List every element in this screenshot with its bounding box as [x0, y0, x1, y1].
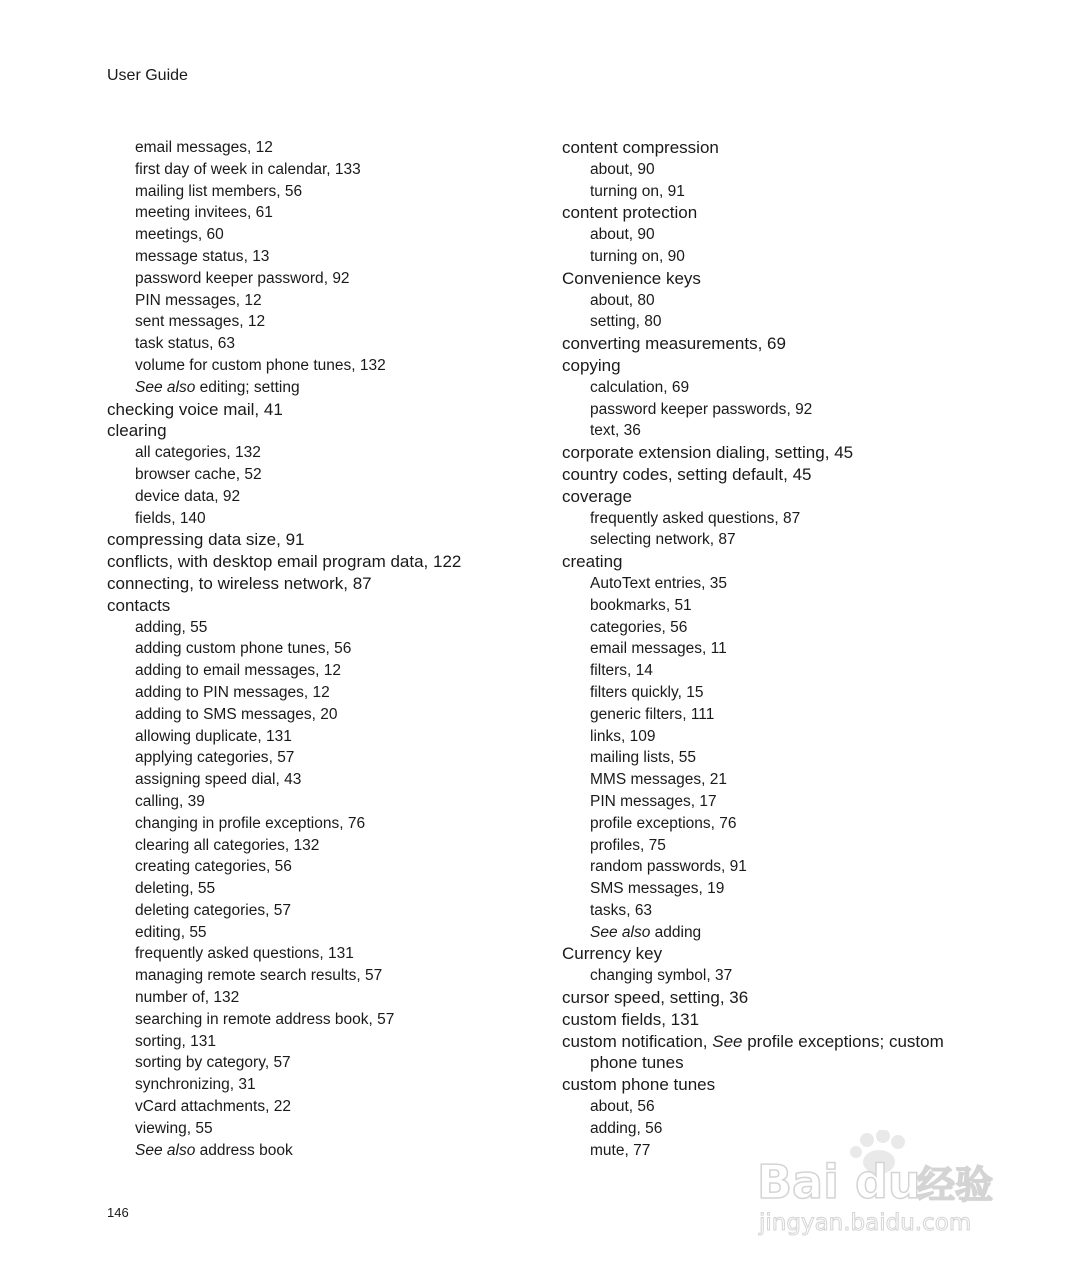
- index-subentry: [107, 137, 547, 159]
- index-subentry: [562, 835, 982, 857]
- page-ref: , 12: [236, 292, 262, 309]
- page-ref: , 133: [326, 161, 361, 178]
- index-subentry: [107, 224, 547, 246]
- index-term: selecting network: [590, 531, 710, 549]
- index-subentry: [107, 1140, 547, 1162]
- index-term: custom phone tunes: [562, 1075, 716, 1095]
- page-ref: , 51: [666, 597, 692, 614]
- index-term: custom fields: [562, 1009, 662, 1029]
- index-subentry: [107, 660, 547, 682]
- index-term: contacts: [107, 595, 171, 615]
- index-term: content compression: [562, 138, 719, 157]
- page-ref: , 56: [276, 183, 302, 200]
- index-term: corporate extension dialing, setting: [562, 443, 825, 463]
- index-entry: [562, 268, 982, 290]
- index-term: setting: [590, 313, 636, 331]
- index-entry: [562, 551, 982, 573]
- page-ref: , 76: [711, 815, 737, 832]
- page-ref: , 109: [621, 728, 656, 745]
- index-subentry: [562, 508, 982, 530]
- page-ref: , 57: [356, 967, 382, 984]
- page-ref: , 17: [691, 793, 717, 810]
- page-ref: , 132: [285, 837, 320, 854]
- index-subentry: [107, 159, 547, 181]
- see-label: See: [712, 1031, 743, 1051]
- page-ref: , 92: [324, 270, 350, 287]
- index-subentry: [107, 202, 547, 224]
- index-term: viewing: [135, 1119, 187, 1137]
- index-subentry: [107, 747, 547, 769]
- page-ref: , 55: [189, 880, 215, 897]
- index-term: about: [590, 226, 629, 244]
- index-subentry: [107, 965, 547, 987]
- see-target: profile exceptions; custom: [742, 1031, 944, 1051]
- index-subentry: [107, 355, 547, 377]
- see-also-label: See also: [590, 923, 651, 941]
- page-ref: , 92: [786, 401, 812, 418]
- index-subentry: [562, 311, 982, 333]
- index-subentry: [562, 617, 982, 639]
- index-subentry: [107, 1096, 547, 1118]
- index-term: about: [590, 1098, 629, 1116]
- index-subentry: [107, 246, 547, 268]
- index-term: turning on: [590, 247, 659, 265]
- watermark-brand-cn: 经验: [917, 1163, 994, 1207]
- page-ref: , 56: [629, 1098, 655, 1115]
- page-ref: , 92: [214, 488, 240, 505]
- index-entry: [107, 420, 547, 442]
- index-subentry: [562, 1096, 982, 1118]
- index-term: coverage: [562, 486, 632, 506]
- index-term: Currency key: [562, 944, 663, 964]
- index-subentry: [107, 769, 547, 791]
- page-ref: , 39: [179, 793, 205, 810]
- index-term: clearing all categories: [135, 836, 285, 854]
- index-term: creating: [562, 552, 623, 572]
- index-entry: [562, 1009, 982, 1031]
- index-column-right: [562, 137, 982, 1161]
- index-subentry: [107, 682, 547, 704]
- index-term: Convenience keys: [562, 268, 701, 288]
- index-subentry: [562, 856, 982, 878]
- index-term: cursor speed, setting: [562, 988, 720, 1008]
- page-ref: , 80: [636, 313, 662, 330]
- index-term: browser cache: [135, 465, 236, 483]
- page-ref: , 14: [627, 662, 653, 679]
- page-ref: , 131: [257, 728, 292, 745]
- page-ref: , 91: [721, 858, 747, 875]
- index-subentry: [107, 181, 547, 203]
- page-ref: , 20: [312, 706, 338, 723]
- index-entry: [562, 1052, 982, 1074]
- index-term: mailing list members: [135, 182, 277, 200]
- index-term: searching in remote address book: [135, 1010, 369, 1028]
- index-term: password keeper passwords: [590, 400, 787, 418]
- page-ref: , 122: [424, 552, 462, 571]
- page-ref: , 63: [626, 902, 652, 919]
- index-subentry: [562, 595, 982, 617]
- page-ref: , 87: [343, 574, 371, 593]
- index-term: editing; setting: [195, 378, 300, 396]
- index-term: vCard attachments: [135, 1098, 266, 1116]
- index-term: calling: [135, 792, 179, 810]
- index-subentry: [562, 922, 982, 944]
- index-subentry: [107, 333, 547, 355]
- page-ref: , 91: [276, 530, 304, 549]
- watermark-brand-left: Bai: [757, 1155, 839, 1209]
- index-entry: [562, 202, 982, 224]
- page-ref: , 43: [275, 771, 301, 788]
- index-subentry: [107, 878, 547, 900]
- index-term: calculation: [590, 378, 664, 396]
- index-entry: [107, 529, 547, 551]
- index-entry: [107, 573, 547, 595]
- page-ref: , 45: [783, 465, 811, 484]
- index-term: deleting: [135, 880, 190, 898]
- index-term: PIN messages: [590, 792, 691, 810]
- page-ref: , 56: [266, 858, 292, 875]
- index-term: SMS messages: [590, 880, 699, 898]
- index-term: random passwords: [590, 858, 721, 876]
- page-ref: , 76: [339, 815, 365, 832]
- index-term: mute: [590, 1141, 625, 1159]
- page-ref: , 56: [662, 619, 688, 636]
- index-term: adding: [135, 618, 182, 636]
- page-ref: , 111: [682, 706, 714, 723]
- page-ref: , 90: [629, 161, 655, 178]
- page-ref: , 60: [198, 226, 224, 243]
- index-term: clearing: [107, 421, 167, 441]
- index-subentry: [107, 508, 547, 530]
- page-ref: , 55: [670, 749, 696, 766]
- page-ref: , 131: [182, 1033, 217, 1050]
- page-ref: , 57: [369, 1011, 395, 1028]
- index-subentry: [107, 1074, 547, 1096]
- index-entry: [107, 595, 547, 617]
- index-term: frequently asked questions: [590, 509, 775, 527]
- index-subentry: [107, 835, 547, 857]
- page-ref: , 57: [265, 1054, 291, 1071]
- page-ref: , 55: [182, 619, 208, 636]
- page-ref: , 90: [629, 226, 655, 243]
- page-ref: , 61: [247, 204, 273, 221]
- index-term: volume for custom phone tunes: [135, 356, 352, 374]
- index-term: changing in profile exceptions: [135, 814, 340, 832]
- index-entry: [562, 464, 982, 486]
- page-ref: , 131: [319, 945, 354, 962]
- index-subentry: [107, 900, 547, 922]
- index-subentry: [562, 704, 982, 726]
- index-entry: [107, 399, 547, 421]
- index-term: password keeper password: [135, 269, 324, 287]
- page-ref: , 31: [230, 1076, 256, 1093]
- index-term: address book: [195, 1141, 293, 1159]
- index-term: about: [590, 291, 629, 309]
- index-term: message status: [135, 247, 244, 265]
- index-subentry: [562, 224, 982, 246]
- page-ref: , 55: [181, 924, 207, 941]
- index-subentry: [107, 638, 547, 660]
- index-term: adding: [590, 1119, 637, 1137]
- index-term: email messages: [135, 139, 247, 156]
- index-term: all categories: [135, 444, 227, 462]
- index-term: meeting invitees: [135, 204, 248, 222]
- index-entry: [562, 442, 982, 464]
- index-term: text: [590, 422, 615, 440]
- index-term: assigning speed dial: [135, 771, 276, 789]
- page-ref: , 63: [209, 335, 235, 352]
- index-subentry: [107, 486, 547, 508]
- index-term: sent messages: [135, 313, 240, 331]
- index-term: task status: [135, 335, 210, 353]
- page-ref: , 22: [265, 1098, 291, 1115]
- index-subentry: [107, 987, 547, 1009]
- index-subentry: [107, 377, 547, 399]
- index-term: copying: [562, 355, 621, 375]
- index-term: fields: [135, 509, 172, 527]
- index-subentry: [562, 290, 982, 312]
- index-subentry: [107, 1052, 547, 1074]
- see-also-label: See also: [135, 378, 196, 396]
- page-ref: , 90: [659, 248, 685, 265]
- index-term: allowing duplicate: [135, 727, 258, 745]
- index-subentry: [107, 290, 547, 312]
- page-ref: , 91: [659, 183, 685, 200]
- page-ref: , 21: [701, 771, 727, 788]
- index-subentry: [562, 246, 982, 268]
- index-subentry: [107, 704, 547, 726]
- index-term: about: [590, 160, 629, 178]
- index-entry: [562, 333, 982, 355]
- index-term: sorting by category: [135, 1054, 265, 1072]
- page-ref: , 12: [315, 662, 341, 679]
- page-ref: , 140: [171, 510, 206, 527]
- page-ref: , 12: [247, 139, 273, 156]
- index-subentry: [562, 747, 982, 769]
- page-ref: , 69: [758, 334, 786, 353]
- index-entry: [562, 943, 982, 965]
- page-ref: , 41: [254, 400, 282, 419]
- watermark-brand-right: du: [855, 1155, 921, 1209]
- page-ref: , 56: [637, 1120, 663, 1137]
- index-entry: [562, 1074, 982, 1096]
- index-term: frequently asked questions: [135, 945, 320, 963]
- index-subentry: [562, 420, 982, 442]
- index-term: AutoText entries: [590, 574, 702, 592]
- index-subentry: [562, 813, 982, 835]
- index-term: compressing data size: [107, 530, 277, 550]
- index-entry: [107, 551, 547, 573]
- page-ref: , 87: [774, 510, 800, 527]
- index-term: bookmarks: [590, 596, 666, 614]
- index-term: turning on: [590, 182, 659, 200]
- index-entry: [562, 486, 982, 508]
- index-subentry: [562, 791, 982, 813]
- index-term: content protection: [562, 203, 698, 223]
- index-subentry: [107, 856, 547, 878]
- page-ref: , 37: [706, 967, 732, 984]
- index-term: PIN messages: [135, 291, 236, 309]
- index-term: applying categories: [135, 749, 269, 767]
- index-subentry: [562, 965, 982, 987]
- index-subentry: [562, 660, 982, 682]
- index-term: checking voice mail: [107, 399, 255, 419]
- page-ref: , 77: [624, 1142, 650, 1159]
- index-subentry: [562, 726, 982, 748]
- page-ref: , 13: [244, 248, 270, 265]
- watermark-url: jingyan.baidu.com: [759, 1210, 972, 1236]
- index-subentry: [107, 464, 547, 486]
- index-subentry: [107, 1118, 547, 1140]
- index-term: filters: [590, 662, 628, 680]
- index-entry: [562, 137, 982, 159]
- index-term: converting measurements: [562, 334, 758, 354]
- index-subentry: [107, 943, 547, 965]
- page-ref: , 15: [678, 684, 704, 701]
- page-ref: , 69: [663, 379, 689, 396]
- index-term: email messages: [590, 640, 702, 658]
- index-term: managing remote search results: [135, 967, 357, 985]
- index-subentry: [107, 922, 547, 944]
- page-ref: , 75: [640, 837, 666, 854]
- index-entry: [562, 1031, 982, 1053]
- page-ref: , 132: [351, 357, 386, 374]
- index-entry: [562, 355, 982, 377]
- running-head: User Guide: [107, 67, 188, 84]
- index-term: categories: [590, 618, 662, 636]
- index-subentry: [107, 268, 547, 290]
- page-ref: , 57: [265, 902, 291, 919]
- index-subentry: [107, 617, 547, 639]
- page-number: 146: [107, 1205, 129, 1220]
- page-ref: , 55: [187, 1120, 213, 1137]
- index-subentry: [562, 878, 982, 900]
- page-ref: , 12: [239, 313, 265, 330]
- index-term: phone tunes: [590, 1053, 684, 1073]
- index-subentry: [562, 159, 982, 181]
- index-term: mailing lists: [590, 749, 671, 767]
- index-term: first day of week in calendar: [135, 160, 327, 178]
- index-subentry: [562, 529, 982, 551]
- index-term: sorting: [135, 1032, 182, 1050]
- page-ref: , 36: [615, 422, 641, 439]
- page-ref: , 19: [699, 880, 725, 897]
- page-ref: , 35: [701, 575, 727, 592]
- index-subentry: [107, 791, 547, 813]
- index-term: country codes, setting default: [562, 464, 784, 484]
- see-also-label: See also: [135, 1141, 196, 1159]
- index-subentry: [562, 682, 982, 704]
- page-ref: , 132: [205, 989, 240, 1006]
- index-term: editing: [135, 923, 181, 941]
- index-subentry: [107, 813, 547, 835]
- index-term: filters quickly: [590, 683, 678, 701]
- index-subentry: [107, 311, 547, 333]
- index-term: number of: [135, 989, 205, 1007]
- index-subentry: [562, 769, 982, 791]
- index-subentry: [562, 900, 982, 922]
- index-subentry: [562, 181, 982, 203]
- index-term: adding custom phone tunes: [135, 640, 326, 658]
- index-subentry: [107, 1009, 547, 1031]
- page-ref: , 12: [304, 684, 330, 701]
- index-term: links: [590, 727, 622, 745]
- page-ref: , 57: [269, 749, 295, 766]
- index-subentry: [562, 377, 982, 399]
- index-term: generic filters: [590, 705, 683, 723]
- index-term: deleting categories: [135, 901, 266, 919]
- index-term: profile exceptions: [590, 814, 711, 832]
- page-ref: , 131: [661, 1010, 699, 1029]
- index-term: adding to SMS messages: [135, 705, 312, 723]
- index-term: connecting, to wireless network: [107, 573, 344, 593]
- index-column-left: [107, 137, 547, 1161]
- index-term: profiles: [590, 836, 640, 854]
- index-term: MMS messages: [590, 771, 702, 789]
- index-subentry: [107, 726, 547, 748]
- baidu-watermark: [755, 1130, 1005, 1240]
- index-term: meetings: [135, 226, 198, 244]
- index-subentry: [107, 1031, 547, 1053]
- index-term: changing symbol: [590, 967, 707, 985]
- index-term: adding to email messages: [135, 662, 316, 680]
- index-term: tasks: [590, 901, 627, 919]
- index-subentry: [562, 399, 982, 421]
- index-subentry: [562, 573, 982, 595]
- page-ref: , 87: [710, 531, 736, 548]
- page-ref: , 132: [226, 444, 261, 461]
- index-term: creating categories: [135, 858, 266, 876]
- index-term: device data: [135, 487, 215, 505]
- page-ref: , 11: [702, 640, 727, 657]
- page-ref: , 56: [325, 640, 351, 657]
- index-entry: [562, 987, 982, 1009]
- index-subentry: [107, 442, 547, 464]
- page-ref: , 52: [236, 466, 262, 483]
- page-ref: , 36: [720, 988, 748, 1007]
- page-ref: , 80: [629, 292, 655, 309]
- index-term: adding to PIN messages: [135, 683, 304, 701]
- page-ref: , 45: [825, 443, 853, 462]
- index-subentry: [562, 638, 982, 660]
- index-term: synchronizing: [135, 1076, 230, 1094]
- index-term: conflicts, with desktop email program data: [107, 552, 424, 572]
- index-term: adding: [650, 923, 702, 941]
- index-term: custom notification,: [562, 1031, 713, 1051]
